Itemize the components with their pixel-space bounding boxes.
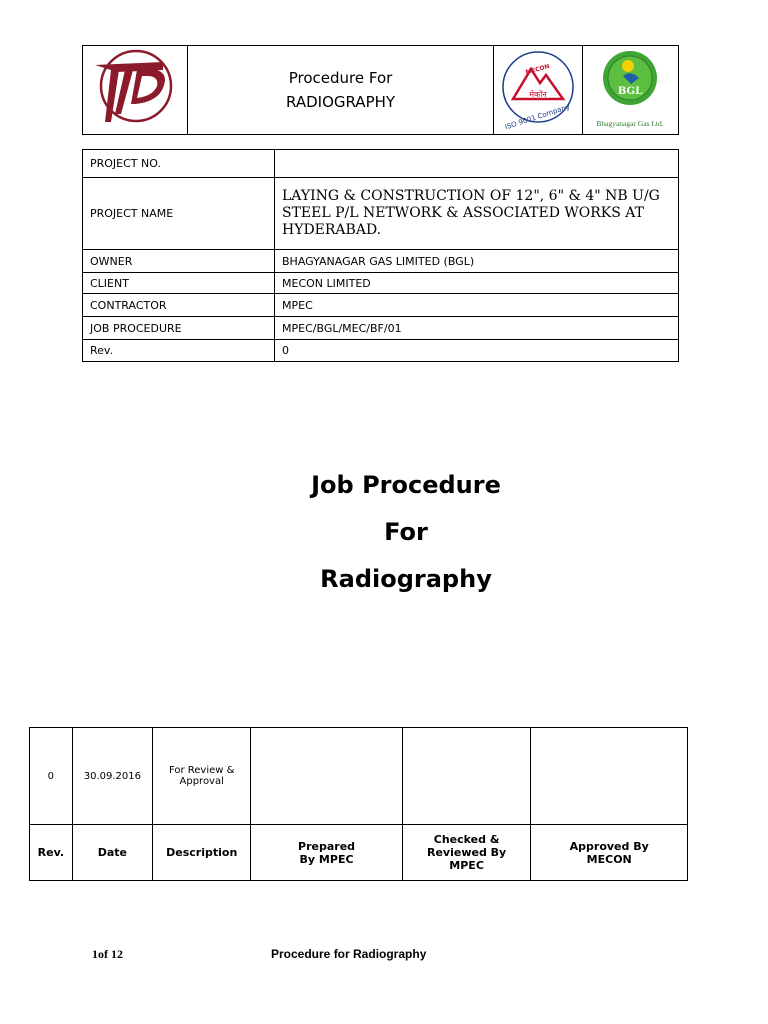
main-title — [0, 462, 768, 603]
table-row — [83, 294, 679, 317]
header-title-cell — [187, 46, 493, 135]
owner-value: BHAGYANAGAR GAS LIMITED (BGL) — [275, 250, 679, 273]
page-number: 1of 12 — [92, 947, 123, 961]
iso-text: ISO 9001 Company — [504, 102, 571, 129]
table-row — [83, 178, 679, 250]
job-procedure-label: JOB PROCEDURE — [83, 317, 275, 340]
mecon-iso-logo-icon — [497, 47, 579, 129]
rev-value: 0 — [275, 340, 679, 362]
bgl-caption: Bhagyanagar Gas Ltd. — [595, 119, 664, 128]
header-title-line1: Procedure For — [288, 69, 393, 87]
rev-label: Rev. — [83, 340, 275, 362]
table-row — [30, 728, 688, 825]
description-cell: For Review & Approval — [153, 728, 251, 825]
main-title-line1: Job Procedure — [311, 471, 501, 499]
mecon-logo-text: MECON — [525, 62, 551, 77]
bgl-logo-cell — [583, 46, 679, 135]
table-row — [83, 150, 679, 178]
approved-by-header: Approved By MECON — [531, 825, 688, 881]
date-cell: 30.09.2016 — [72, 728, 152, 825]
project-name-label: PROJECT NAME — [83, 178, 275, 250]
revision-table — [29, 727, 688, 881]
prepared-by-header: Prepared By MPEC — [251, 825, 402, 881]
approved-cell — [531, 728, 688, 825]
project-name-value: LAYING & CONSTRUCTION OF 12", 6" & 4" NB U/G STEEL P/L NETWORK & ASSOCIATED WORKS AT HYDERABAD. — [275, 178, 679, 250]
job-procedure-value: MPEC/BGL/MEC/BF/01 — [275, 317, 679, 340]
mecon-hindi-text: मेकॉन — [529, 90, 547, 99]
contractor-value: MPEC — [275, 294, 679, 317]
bgl-logo-icon — [587, 46, 675, 130]
table-row — [83, 250, 679, 273]
header-title-line2: RADIOGRAPHY — [286, 93, 396, 111]
checked-by-header: Checked & Reviewed By MPEC — [402, 825, 531, 881]
main-title-line2: For — [384, 518, 428, 546]
date-header: Date — [72, 825, 152, 881]
company-logo-icon — [87, 46, 183, 130]
mecon-logo-cell — [494, 46, 583, 135]
footer-doc-title: Procedure for Radiography — [271, 947, 427, 961]
table-row — [30, 825, 688, 881]
contractor-label: CONTRACTOR — [83, 294, 275, 317]
main-title-line3: Radiography — [320, 565, 492, 593]
description-header: Description — [153, 825, 251, 881]
client-label: CLIENT — [83, 273, 275, 294]
table-row — [83, 273, 679, 294]
checked-cell — [402, 728, 531, 825]
project-no-label: PROJECT NO. — [83, 150, 275, 178]
project-info-table — [82, 149, 679, 362]
table-row — [83, 317, 679, 340]
company-logo-cell — [83, 46, 188, 135]
owner-label: OWNER — [83, 250, 275, 273]
bgl-logo-text: BGL — [617, 86, 642, 97]
client-value: MECON LIMITED — [275, 273, 679, 294]
rev-cell: 0 — [30, 728, 73, 825]
project-no-value — [275, 150, 679, 178]
header-table — [82, 45, 679, 135]
rev-header: Rev. — [30, 825, 73, 881]
table-row — [83, 340, 679, 362]
prepared-cell — [251, 728, 402, 825]
